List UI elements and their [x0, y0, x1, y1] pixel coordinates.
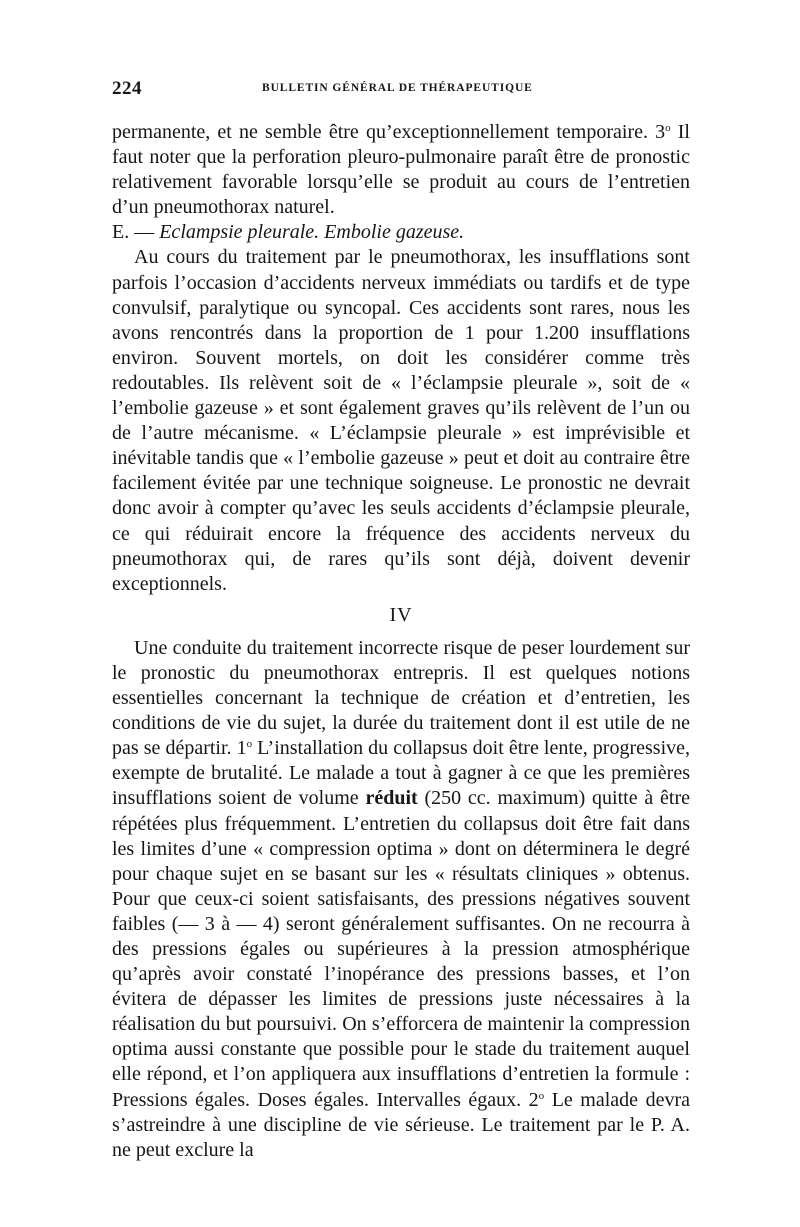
- paragraph-text: L’installation du collapsus doit être lente, progressive, exempte de brutalité. Le malade a tout à gagner à ce que les premières insufflations soient de volume: [112, 737, 691, 810]
- paragraph: Au cours du traitement par le pneumothorax, les insufflations sont parfois l’occasion d’accidents nerveux immédiats ou tardifs et de type convulsif, paralytique ou syncopal. Ces accidents sont rares, nous les avons rencontrés dans la proportion de 1 pour 1.200 insufflations environ. Souvent mortels, on doit les considérer comme très redoutables. Ils relèvent soit de « l’éclampsie pleurale », soit de « l’embolie gazeuse » et sont également graves qu’ils relèvent de l’un ou de l’autre mécanisme. « L’éclampsie pleurale » est imprévisible et inévitable tandis que « l’embolie gazeuse » peut et doit au contraire être facilement évitée par une technique soigneuse. Le pronostic ne devrait donc avoir à compter qu’avec les seuls accidents d’éclampsie pleurale, ce qui réduirait encore la fréquence des accidents nerveux du pneumothorax qui, de rares qu’ils sont déjà, doivent devenir exceptionnels.: [112, 246, 690, 595]
- paragraph-text: Une conduite du traitement incorrecte risque de peser lourdement sur le pronostic du pneumothorax entrepris. Il est quelques notions essentielles concernant la technique de création et d’entretien, les conditions de vie du sujet, la durée du traitement dont il est utile de ne pas se départir. 1: [112, 636, 690, 760]
- subheading-label: E. —: [112, 221, 160, 244]
- paragraph-text: Le malade devra s’astreindre à une discipline de vie sérieuse. Le traitement par le P. A. ne peut exclure la: [112, 1088, 690, 1161]
- ordinal-superscript: o: [538, 1089, 545, 1102]
- subheading: [112, 220, 690, 245]
- paragraph: [112, 636, 690, 1163]
- emphasized-word: réduit: [365, 787, 418, 810]
- article-body: [112, 120, 690, 1163]
- document-page: [112, 78, 690, 1163]
- paragraph-text: permanente, et ne semble être qu’exceptionnellement temporaire. 3: [112, 121, 666, 143]
- page-number: 224: [112, 78, 142, 99]
- paragraph-text: Il faut noter que la perforation pleuro-pulmonaire paraît être de pronostic relativement favorable lorsqu’elle se produit au cours de l’entretien d’un pneumothorax naturel.: [112, 121, 690, 219]
- running-header: [112, 78, 690, 102]
- journal-title: BULLETIN GÉNÉRAL DE THÉRAPEUTIQUE: [262, 82, 533, 94]
- paragraph-continuation: [112, 120, 690, 220]
- paragraph-text: (250 cc. maximum) quitte à être répétées plus fréquemment. L’entretien du collapsus doit être fait dans les limites d’une « compression optima » dont on déterminera le degré pour chaque sujet en se basant sur les « résultats cliniques » obtenus. Pour que ceux-ci soient satisfaisants, des pressions négatives souvent faibles (— 3 à — 4) seront généralement suffisantes. On ne recourra à des pressions égales ou supérieures à la pression atmosphérique qu’après avoir constaté l’inopérance des pressions basses, et l’on évitera de dépasser les limites de pressions juste nécessaires à la réalisation du but poursuivi. On s’efforcera de maintenir la compression optima aussi constante que possible pour le stade du traitement auquel elle répond, et l’on appliquera aux insufflations d’entretien la formule : Pressions égales. Doses égales. Intervalles égaux. 2: [112, 787, 690, 1111]
- ordinal-superscript: o: [246, 738, 253, 751]
- ordinal-superscript: o: [665, 122, 671, 134]
- section-number: IV: [389, 603, 413, 626]
- subheading-title: Eclampsie pleurale. Embolie gazeuse.: [159, 221, 465, 244]
